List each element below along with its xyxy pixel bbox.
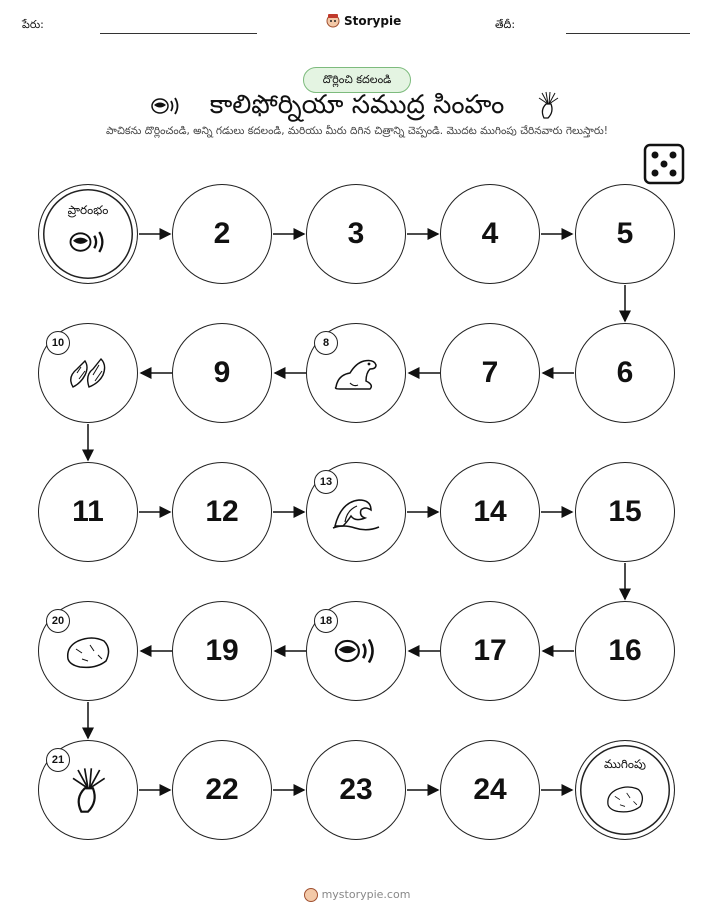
board-cell[interactable]: 3 (306, 184, 406, 284)
board-cell[interactable]: 14 (440, 462, 540, 562)
seal-icon (330, 353, 382, 393)
brand-name: Storypie (344, 14, 402, 28)
cell-number-badge: 18 (314, 609, 338, 633)
finish-cell[interactable] (575, 740, 675, 840)
start-cell[interactable] (38, 184, 138, 284)
anemone-icon (68, 765, 108, 815)
mouth-sound-icon (68, 228, 108, 256)
board-cell[interactable]: 16 (575, 601, 675, 701)
footer-logo-icon (304, 888, 318, 902)
cell-number-badge: 10 (46, 331, 70, 355)
footer-url[interactable]: mystorypie.com (321, 888, 411, 901)
page-title: కాలిఫోర్నియా సముద్ర సింహం (209, 90, 505, 120)
board-cell[interactable]: 4 (440, 184, 540, 284)
cell-number-badge: 8 (314, 331, 338, 355)
finish-label: ముగింపు (604, 757, 646, 771)
start-label: ప్రారంభం (67, 203, 109, 217)
board-cell[interactable]: 24 (440, 740, 540, 840)
board-cell[interactable]: 7 (440, 323, 540, 423)
footer (0, 888, 714, 902)
board-cell[interactable]: 9 (172, 323, 272, 423)
board-cell[interactable]: 17 (440, 601, 540, 701)
board-cell[interactable]: 2 (172, 184, 272, 284)
cell-number-badge: 21 (46, 748, 70, 772)
mouth-sound-icon (333, 635, 379, 667)
instructions-text: పాచికను దొర్లించండి, అన్ని గడులు కదలండి, మరియు మీరు దిగిన చిత్రాన్ని చెప్పండి. మొదట ముగింపు చేరినవారు గెలుస్తారు! (106, 125, 608, 137)
board-cell[interactable]: 5 (575, 184, 675, 284)
board-cell[interactable]: 23 (306, 740, 406, 840)
board-cell[interactable]: 19 (172, 601, 272, 701)
name-label: పేరు: (22, 18, 44, 31)
rock-icon (62, 631, 114, 671)
instruction-badge: దొర్లించి కదలండి (303, 67, 411, 93)
rock-icon (603, 781, 647, 815)
board-cell[interactable]: 22 (172, 740, 272, 840)
board-cell[interactable]: 11 (38, 462, 138, 562)
board-cell[interactable]: 12 (172, 462, 272, 562)
flippers-icon (63, 353, 113, 393)
board-cell[interactable]: 15 (575, 462, 675, 562)
date-label: తేదీ: (495, 18, 516, 31)
cell-number-badge: 20 (46, 609, 70, 633)
wave-icon (331, 492, 381, 532)
cell-number-badge: 13 (314, 470, 338, 494)
board-cell[interactable]: 6 (575, 323, 675, 423)
